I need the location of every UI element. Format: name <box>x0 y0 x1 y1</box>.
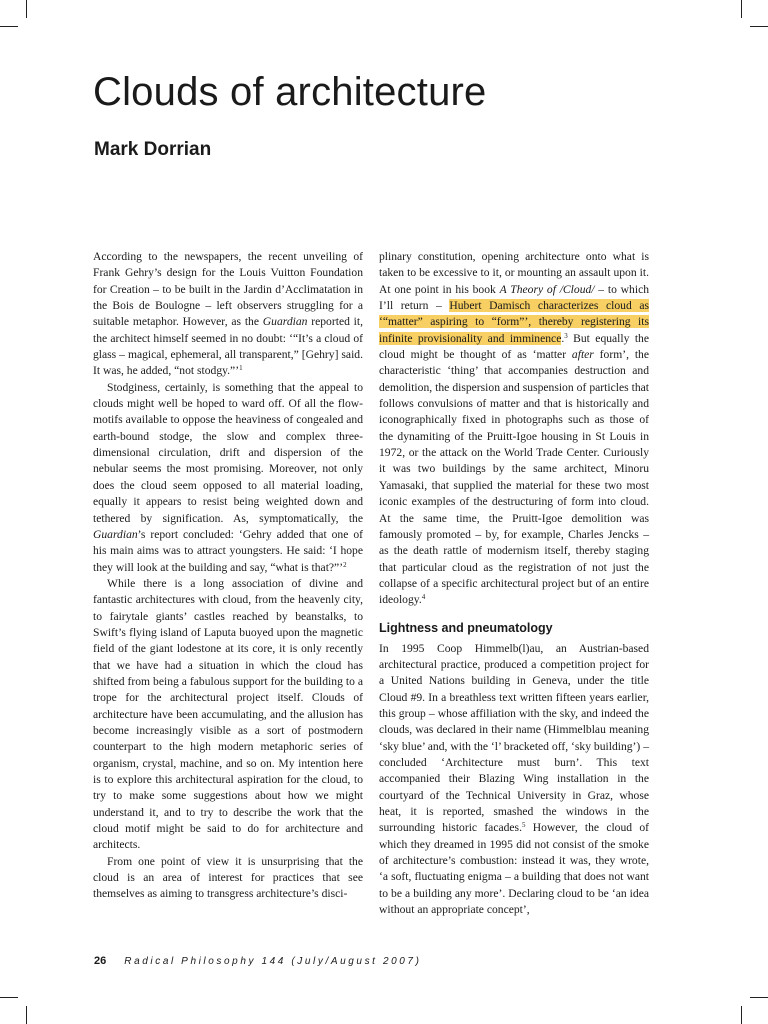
footnote-ref[interactable]: 3 <box>564 331 568 340</box>
paragraph: According to the newspapers, the recent unveiling of Frank Gehry’s design for the Louis Vuitton Foundation for Creation – to be built in the Jardin d’Acclimatation in the Bois de Boulogne – left observers struggling for a suitable metaphor. However, as the Guardian reported it, the architect himself seemed in no doubt: ‘“It’s a cloud of glass – magical, ephemeral, all transparent,” [Gehry] said. It was, he added, “not stodgy.”’$^1$ <box>93 250 364 378</box>
crop-mark-left-bottom <box>0 997 18 998</box>
section-heading: Lightness and pneumatology <box>379 620 553 635</box>
crop-mark-top-left <box>26 0 27 18</box>
footnote-ref[interactable]: 4 <box>421 593 426 602</box>
crop-mark-right-top <box>750 26 768 27</box>
left-column <box>93 249 363 903</box>
crop-mark-right-bottom <box>750 997 768 998</box>
paragraph: From one point of view it is unsurprising that the cloud is an area of interest for practices that see themselves as aiming to transgress architecture’s disci- <box>93 854 363 901</box>
right-column <box>379 249 649 918</box>
footnote-ref[interactable]: 5 <box>521 821 526 830</box>
article-author: Mark Dorrian <box>94 139 212 160</box>
paragraph: In 1995 Coop Himmelb(l)au, an Austrian-based architectural practice, produced a competition project for a United Nations building in Geneva, under the title Cloud #9. In a breathless text written fifteen years earlier, this group – whose affiliation with the sky, and indeed the clouds, was declared in their name (Himmelblau meaning ‘sky blue’ and, with the ‘l’ bracketed off, ‘sky building’) – concluded ‘Architecture must burn’. This text accompanied their Blazing Wing installation in the courtyard of the Technical University in Graz, whose heat, it is reported, smashed the windows in the surrounding historic facades.$^5$ However, the cloud of which they dreamed in 1995 did not consist of the smoke of architecture’s combustion: instead it was, they wrote, ‘a soft, fluctuating enigma – a building that does not want to be a building any more’. Declaring cloud to be ‘an idea without an appropriate concept’, <box>379 641 649 917</box>
crop-mark-left-top <box>0 26 18 27</box>
article-title: Clouds of architecture <box>93 70 487 114</box>
paragraph: plinary constitution, opening architecture onto what is taken to be excessive to it, or mounting an assault upon it. At one point in his book A Theory of /Cloud/ – to which I’ll return – Hubert Damisch characterizes cloud as ‘“matter” aspiring to “form”’, thereby registering its infinite provisionality and imminence.$^3$ But equally the cloud might be thought of as ‘matter after form’, the characteristic ‘thing’ that accompanies destruction and demolition, the dispersion and suspension of particles that follows convulsions of matter and that is historically and iconographically fixed in photographs such as those of the dynamiting of the Pruitt-Igoe housing in St Louis in 1972, or the attack on the World Trade Center. Curiously it was two buildings by the same architect, Minoru Yamasaki, that supplied the material for these two most iconic examples of the destructuring of form into cloud. At the same time, the Pruitt-Igoe demolition was famously promoted – by, for example, Charles Jencks – as the death rattle of modernism itself, thereby staging that particular cloud as the registration of not just the collapse of a specific architectural project but of an entire ideology.$^4$ <box>379 250 650 607</box>
page-number: 26 <box>94 955 107 967</box>
crop-mark-bottom-left <box>26 1006 27 1024</box>
highlighted-text[interactable]: Hubert Damisch characterizes cloud as ‘“matter” aspiring to “form”’, thereby registering its infinite provisionality and imminence <box>379 299 649 345</box>
page-footer <box>94 955 422 967</box>
footnote-ref[interactable]: 1 <box>239 364 243 373</box>
paragraph: While there is a long association of divine and fantastic architectures with cloud, from the heavenly city, to fairytale giants’ castles reached by beanstalks, to Swift’s flying island of Laputa buoyed upon the magnetic field of the giant lodestone at its core, it is only recently that we have had a situation in which the cloud has shifted from being a fabulous support for the building to a trope for the architectural project itself. Clouds of architecture have been accumulating, and the allusion has become increasingly visible as a sort of postmodern counterpart to the high modern metaphoric series of organism, crystal, machine, and so on. My intention here is to explore this architectural aspiration for the cloud, to try to make some suggestions about how we might understand it, and to try to describe the work that the cloud motif might be said to do for architecture and architects. <box>93 576 363 852</box>
book-title: A Theory of /Cloud/ <box>499 282 595 296</box>
footnote-ref[interactable]: 2 <box>343 560 347 569</box>
journal-citation: Radical Philosophy 144 (July/August 2007) <box>124 956 422 967</box>
crop-mark-top-right <box>741 0 742 18</box>
paragraph: Stodginess, certainly, is something that the appeal to clouds might well be hoped to ward off. Of all the flow-motifs available to oppose the heaviness of congealed and earth-bound stodge, the slow and complex three-dimensional circulation, drift and dispersion of the nebular seems the most promising. Moreover, not only does the cloud seem opposed to all material loading, equally it appears to resist being weighted down and tethered by signification. As, symptomatically, the Guardian’s report concluded: ‘Gehry added that one of his main aims was to attract youngsters. He said: ‘I hope they will look at the building and say, “what is that?”’$^2$ <box>93 380 363 574</box>
crop-mark-bottom-right <box>741 1006 742 1024</box>
